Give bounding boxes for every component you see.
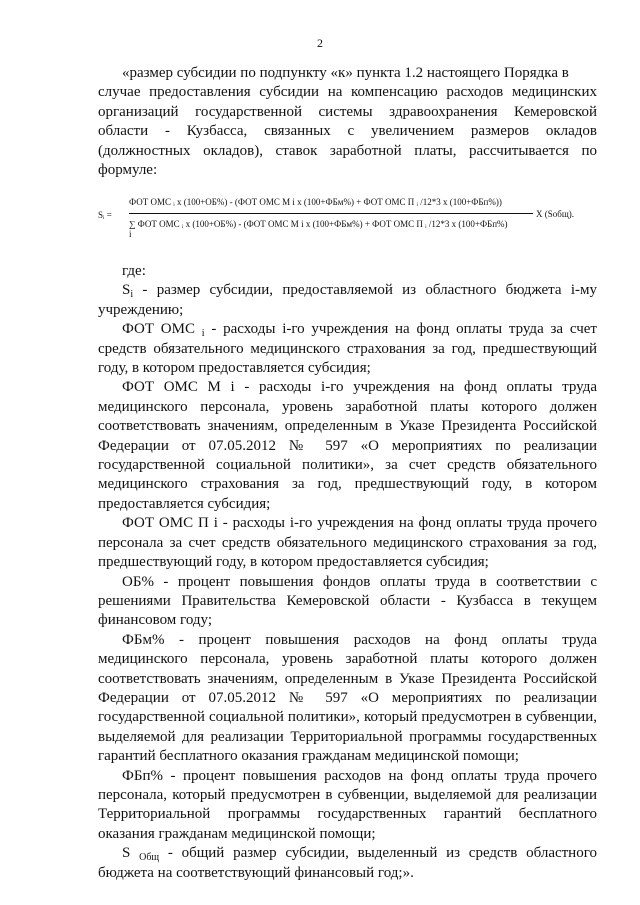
si-text: - размер субсидии, предоставляемой из областного бюджета i-му учреждению; — [98, 282, 597, 318]
sobsh-text: - общий размер субсидии, выделенный из средств областного бюджета на соответствующий финансовый год;». — [98, 845, 597, 881]
where-label: где: — [122, 263, 146, 279]
definition-ob: ОБ% - процент повышения фондов оплаты труда в соответствии с решениями Правительства Кемеровской области - Кузбасса в текущем финансовом году; — [98, 573, 597, 629]
definition-si — [98, 281, 597, 320]
definition-fot-oms — [98, 320, 597, 378]
page-number: 2 — [317, 36, 323, 50]
intro-line-1: «размер субсидии по подпункту «к» пункта 1.2 настоящего Порядка в — [122, 65, 569, 81]
definition-fbm: ФБм% - процент повышения расходов на фонд оплаты труда медицинского персонала, уровень заработной платы которого должен соответствовать значениям, определенным в Указе Президента Российской Федерации от 07.05.2012 № 597 «О мероприятиях по реализации государственной социальной политики», который предусмотрен в субвенции, выделяемой для реализации Территориальной программы государственных гарантий бесплатного оказания гражданам медицинской помощи; — [98, 631, 597, 765]
subsidy-formula — [98, 190, 608, 250]
intro-rest: случае предоставления субсидии на компенсацию расходов медицинских организаций государственной системы здравоохранения Кемеровской области - Кузбасса, связанных с увеличением размеров окладов (должностных окладов), ставок заработной платы, рассчитывается по формуле: — [98, 84, 597, 179]
sobsh-symbol: S — [122, 845, 140, 862]
si-subscript: i — [130, 289, 134, 301]
definition-fot-m: ФОТ ОМС М i - расходы i-го учреждения на фонд оплаты труда медицинского персонала, уровень заработной платы которого должен соответствовать значениям, определенным в Указе Президента Российской Федерации от 07.05.2012 № 597 «О мероприятиях по реализации государственной социальной политики», за счет средств обязательного медицинского страхования за год, предшествующий году, в котором предоставляется субсидия; — [98, 379, 597, 512]
definition-sobsh — [98, 844, 597, 883]
intro-paragraph — [98, 64, 597, 180]
formula-numerator: ФОТ ОМС ᵢ x (100+ОБ%) - (ФОТ ОМС М i x (100+ФБм%) + ФОТ ОМС П ᵢ /12*3 x (100+ФБп%)) — [129, 197, 502, 207]
fot-oms-subscript: i — [201, 328, 205, 340]
formula-sum-index: i — [129, 229, 132, 239]
formula-denominator: ∑ ФОТ ОМС ᵢ x (100+ОБ%) - (ФОТ ОМС М i x (100+ФБм%) + ФОТ ОМС П ᵢ /12*3 x (100+ФБп%) — [129, 219, 508, 229]
definitions-list — [98, 262, 597, 883]
formula-multiplier: X (Sобщ). — [536, 209, 575, 219]
fot-oms-symbol: ФОТ ОМС — [122, 321, 202, 338]
sobsh-subscript: Общ — [139, 852, 160, 864]
fot-oms-text: - расходы i-го учреждения на фонд оплаты труда за счет средств обязательного медицинского страхования за год, предшествующий году, в котором предоставляется субсидия; — [98, 321, 597, 377]
fraction-line — [129, 213, 533, 214]
definition-fot-p: ФОТ ОМС П i - расходы i-го учреждения на фонд оплаты труда прочего персонала за счет средств обязательного медицинского страхования за год, предшествующий году, в котором предоставляется субсидия; — [98, 515, 597, 571]
si-symbol: S — [122, 282, 131, 299]
formula-lhs: Sᵢ = — [98, 210, 112, 220]
definition-fbp: ФБп% - процент повышения расходов на фонд оплаты труда прочего персонала, который предусмотрен в субвенции, выделяемой для реализации Территориальной программы государственных гарантий бесплатного оказания гражданам медицинской помощи; — [98, 767, 597, 842]
